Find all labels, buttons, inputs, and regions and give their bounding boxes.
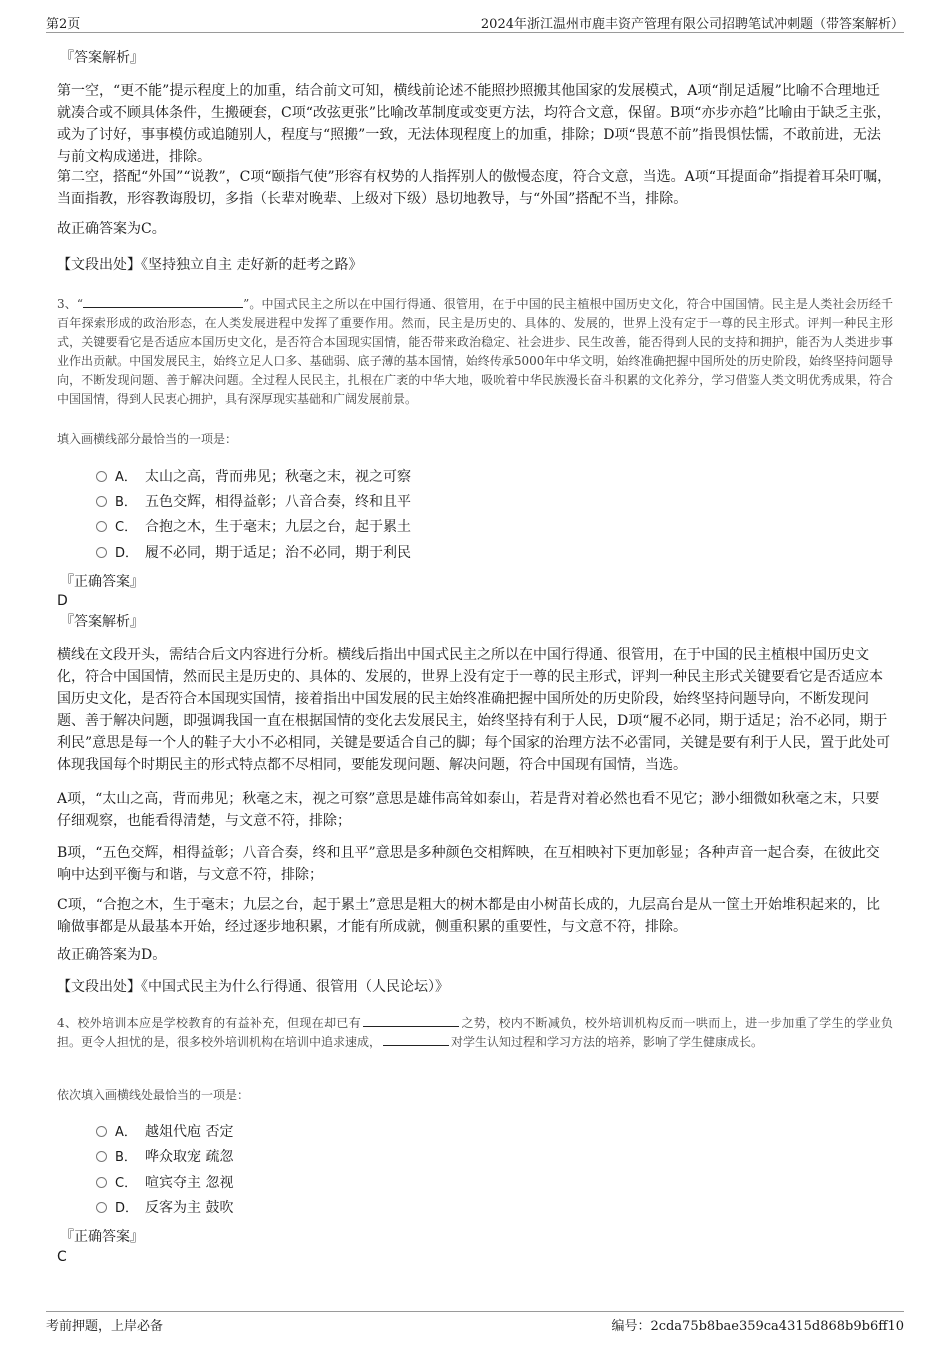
q3-conclusion: 故正确答案为D。	[57, 947, 167, 963]
q2-conclusion: 故正确答案为C。	[57, 221, 166, 237]
q4-answer-label: 『正确答案』	[60, 1229, 144, 1245]
page-number: 第2页	[46, 17, 81, 32]
document-title: 2024年浙江温州市鹿丰资产管理有限公司招聘笔试冲刺题（带答案解析）	[480, 17, 904, 32]
radio-icon[interactable]	[96, 1126, 107, 1137]
q4-answer: C	[57, 1249, 67, 1265]
q3-answer: D	[57, 593, 68, 609]
q3-analysis-b: B项，“五色交辉，相得益彰；八音合奏，终和且平”意思是多种颜色交相辉映，在互相映衬下更加彰显；各种声音一起合奏，在彼此交响中达到平衡与和谐，与文意不符，排除；	[57, 845, 880, 883]
radio-icon[interactable]	[96, 471, 107, 482]
q3-analysis-p1: 横线在文段开头，需结合后文内容进行分析。横线后指出中国式民主之所以在中国行得通、很管用，在于中国的民主植根中国历史文化，符合中国国情，然而民主是历史的、具体的、发展的，世界上没有定于一尊的民主形式，评判一种民主形式关键要看它是否适应本国历史文化，是否符合本国现实国情，接着指出中国发展的民主始终准确把握中国所处的历史阶段，始终坚持问题导向，不断发现问题、善于解决问题，即强调我国一直在根据国情的变化去发展民主，始终坚持有利于人民，D项“履不必同，期于适足；治不必同，期于利民”意思是每一个人的鞋子大小不必相同，关键是要适合自己的脚；每个国家的治理方法不必雷同，关键是要有利于人民，置于此处可体现我国每个时期民主的形式特点都不尽相同，要能发现问题、解决问题，符合中国现有国情，当选。	[57, 647, 891, 773]
q2-analysis-label: 『答案解析』	[60, 50, 144, 66]
q4-option-d[interactable]: D． 反客为主 鼓吹	[96, 1197, 233, 1219]
page-footer	[46, 1311, 904, 1336]
footer-slogan: 考前押题，上岸必备	[46, 1319, 164, 1334]
radio-icon[interactable]	[96, 521, 107, 532]
q4-blank-1	[363, 1014, 459, 1027]
q3-stem	[57, 295, 893, 409]
q2-source: 【文段出处】《坚持独立自主 走好新的赶考之路》	[57, 257, 363, 273]
q3-option-d[interactable]: D． 履不必同，期于适足；治不必同，期于利民	[96, 542, 411, 564]
q3-analysis-a: A项，“太山之高，背而弗见；秋毫之末，视之可察”意思是雄伟高耸如泰山，若是背对着必然也看不见它；渺小细微如秋毫之末，只要仔细观察，也能看得清楚，与文意不符，排除；	[57, 791, 880, 829]
q3-instruction: 填入画横线部分最恰当的一项是：	[57, 432, 238, 446]
q3-analysis-c: C项，“合抱之木，生于毫末；九层之台，起于累土”意思是粗大的树木都是由小树苗长成的，九层高台是从一筐土开始堆积起来的，比喻做事都是从最基本开始，经过逐步地积累，才能有所成就，侧重积累的重要性，与文意不符，排除。	[57, 897, 881, 935]
q4-option-b[interactable]: B． 哗众取宠 疏忽	[96, 1146, 233, 1168]
document-id: 编号：2cda75b8bae359ca4315d868b9b6ff10	[611, 1319, 904, 1334]
q3-analysis-label: 『答案解析』	[60, 614, 144, 630]
radio-icon[interactable]	[96, 547, 107, 558]
q3-stem-text: ”。中国式民主之所以在中国行得通、很管用，在于中国的民主植根中国历史文化，符合中国国情。民主是人类社会历经千百年探索形成的政治形态，在人类发展进程中发挥了重要作用。然而，民主是历史的、具体的、发展的，世界上没有定于一尊的民主形式。评判一种民主形式，关键要看它是否适应本国历史文化，是否符合本国现实国情，能否带来政治稳定、社会进步、民生改善，能否得到人民的支持和拥护，能否为人类进步事业作出贡献。中国发展民主，始终立足人口多、基础弱、底子薄的基本国情，始终传承5000年中华文明，始终准确把握中国所处的历史阶段，始终坚持问题导向，不断发现问题、善于解决问题。全过程人民民主，扎根在广袤的中华大地，吸吮着中华民族漫长奋斗积累的文化养分，学习借鉴人类文明优秀成果，符合中国国情，得到人民衷心拥护，具有深厚现实基础和广阔发展前景。	[57, 297, 894, 406]
q4-instruction: 依次填入画横线处最恰当的一项是：	[57, 1088, 250, 1102]
q3-number: 3、“	[57, 297, 84, 311]
q4-blank-2	[383, 1033, 449, 1046]
q3-option-b[interactable]: B． 五色交辉，相得益彰；八音合奏，终和且平	[96, 491, 411, 513]
page-header	[46, 10, 904, 33]
radio-icon[interactable]	[96, 1177, 107, 1188]
q4-stem: 4、校外培训本应是学校教育的有益补充，但现在却已有 之势，校内不断减负，校外培训机构反而一哄而上，进一步加重了学生的学业负担。更令人担忧的是，很多校外培训机构在培训中追求速成， 对学生认知过程和学习方法的培养，影响了学生健康成长。	[57, 1016, 893, 1049]
radio-icon[interactable]	[96, 496, 107, 507]
q3-option-c[interactable]: C． 合抱之木，生于毫末；九层之台，起于累土	[96, 516, 411, 538]
radio-icon[interactable]	[96, 1151, 107, 1162]
radio-icon[interactable]	[96, 1202, 107, 1213]
q2-analysis-p1: 第一空，“更不能”提示程度上的加重，结合前文可知，横线前论述不能照抄照搬其他国家的发展模式，A项“削足适履”比喻不合理地迁就凑合或不顾具体条件，生搬硬套，C项“改弦更张”比喻改革制度或变更方法，均符合文意，保留。B项“亦步亦趋”比喻由于缺乏主张，或为了讨好，事事模仿或追随别人，程度与“照搬”一致，无法体现程度上的加重，排除；D项“畏葸不前”指畏惧怯懦，不敢前进，无法与前文构成递进，排除。	[57, 83, 891, 165]
q3-answer-label: 『正确答案』	[60, 574, 144, 590]
q4-option-a[interactable]: A． 越俎代庖 否定	[96, 1121, 233, 1143]
q4-option-c[interactable]: C． 喧宾夺主 忽视	[96, 1172, 233, 1194]
q2-analysis-p2: 第二空，搭配“外国”“说教”，C项“颐指气使”形容有权势的人指挥别人的傲慢态度，符合文意，当选。A项“耳提面命”指提着耳朵叮嘱，当面指教，形容教诲殷切，多指（长辈对晚辈、上级对下级）恳切地教导，与“外国”搭配不当，排除。	[57, 169, 892, 207]
q3-blank	[83, 295, 243, 308]
q3-source: 【文段出处】《中国式民主为什么行得通、很管用（人民论坛）》	[57, 979, 449, 995]
q3-option-a[interactable]: A． 太山之高，背而弗见；秋毫之末，视之可察	[96, 466, 411, 488]
